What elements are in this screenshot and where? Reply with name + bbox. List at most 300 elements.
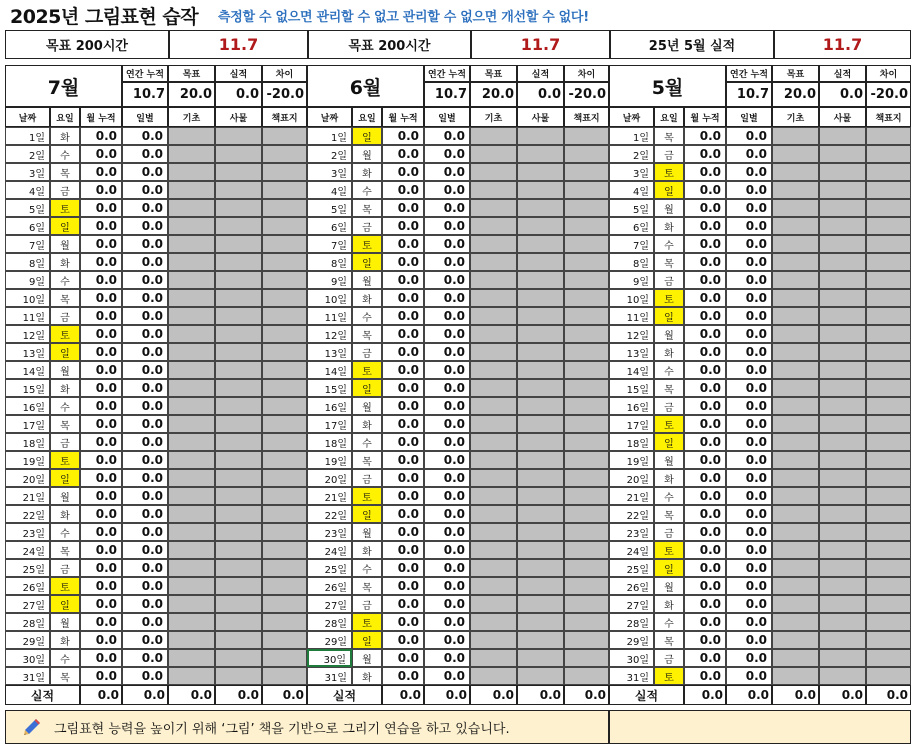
daily-cell[interactable]: 0.0 [122,415,168,433]
monthly-cum-cell[interactable]: 0.0 [684,145,726,163]
monthly-cum-cell[interactable]: 0.0 [80,127,122,145]
date-cell[interactable]: 28일 [5,613,50,631]
summary-value-2[interactable]: 11.7 [471,30,610,59]
monthly-cum-cell[interactable]: 0.0 [684,451,726,469]
total-value[interactable]: 0.0 [772,685,819,705]
weekday-cell[interactable]: 수 [352,433,382,451]
total-value[interactable]: 0.0 [215,685,262,705]
weekday-cell[interactable]: 토 [654,541,684,559]
object-cell[interactable] [215,577,262,595]
daily-cell[interactable]: 0.0 [122,451,168,469]
monthly-cum-cell[interactable]: 0.0 [80,379,122,397]
daily-cell[interactable]: 0.0 [726,397,772,415]
book-cell[interactable] [262,595,307,613]
book-cell[interactable] [866,271,911,289]
monthly-cum-cell[interactable]: 0.0 [382,271,424,289]
daily-cell[interactable]: 0.0 [726,433,772,451]
book-cell[interactable] [262,415,307,433]
book-cell[interactable] [866,577,911,595]
weekday-cell[interactable]: 수 [654,613,684,631]
monthly-cum-cell[interactable]: 0.0 [80,253,122,271]
daily-cell[interactable]: 0.0 [122,307,168,325]
monthly-cum-cell[interactable]: 0.0 [684,397,726,415]
weekday-cell[interactable]: 금 [50,181,80,199]
weekday-cell[interactable]: 일 [352,505,382,523]
weekday-cell[interactable]: 금 [654,649,684,667]
monthly-cum-cell[interactable]: 0.0 [382,253,424,271]
date-cell[interactable]: 28일 [609,613,654,631]
book-cell[interactable] [866,199,911,217]
book-cell[interactable] [262,127,307,145]
date-cell[interactable]: 30일 [5,649,50,667]
book-cell[interactable] [564,613,609,631]
basic-cell[interactable] [772,451,819,469]
date-cell[interactable]: 15일 [609,379,654,397]
daily-cell[interactable]: 0.0 [122,181,168,199]
book-cell[interactable] [866,343,911,361]
summary-value-1[interactable]: 11.7 [169,30,308,59]
basic-cell[interactable] [168,541,215,559]
weekday-cell[interactable]: 금 [654,523,684,541]
header-actual[interactable]: 실적 [215,65,262,82]
date-cell[interactable]: 20일 [5,469,50,487]
weekday-cell[interactable]: 월 [654,577,684,595]
date-cell[interactable]: 6일 [609,217,654,235]
basic-cell[interactable] [470,433,517,451]
weekday-cell[interactable]: 일 [654,433,684,451]
summary-label-2[interactable]: 목표 200시간 [308,30,471,59]
date-cell[interactable]: 4일 [609,181,654,199]
book-cell[interactable] [564,199,609,217]
book-cell[interactable] [866,649,911,667]
basic-cell[interactable] [470,577,517,595]
monthly-cum-cell[interactable]: 0.0 [80,577,122,595]
monthly-cum-cell[interactable]: 0.0 [382,397,424,415]
object-cell[interactable] [517,577,564,595]
weekday-cell[interactable]: 금 [50,559,80,577]
weekday-cell[interactable]: 일 [352,379,382,397]
daily-cell[interactable]: 0.0 [122,127,168,145]
date-cell[interactable]: 22일 [5,505,50,523]
total-value[interactable]: 0.0 [517,685,564,705]
weekday-cell[interactable]: 목 [50,415,80,433]
date-cell[interactable]: 11일 [307,307,352,325]
basic-cell[interactable] [470,541,517,559]
book-cell[interactable] [564,523,609,541]
daily-cell[interactable]: 0.0 [424,379,470,397]
object-cell[interactable] [517,379,564,397]
book-cell[interactable] [564,667,609,685]
daily-cell[interactable]: 0.0 [122,649,168,667]
basic-cell[interactable] [168,235,215,253]
date-cell[interactable]: 7일 [307,235,352,253]
book-cell[interactable] [262,289,307,307]
weekday-cell[interactable]: 월 [654,451,684,469]
date-cell[interactable]: 8일 [5,253,50,271]
basic-cell[interactable] [772,595,819,613]
date-cell[interactable]: 17일 [307,415,352,433]
weekday-cell[interactable]: 월 [50,235,80,253]
basic-cell[interactable] [772,325,819,343]
total-value[interactable]: 0.0 [80,685,122,705]
basic-cell[interactable] [168,343,215,361]
daily-cell[interactable]: 0.0 [122,271,168,289]
monthly-cum-cell[interactable]: 0.0 [382,289,424,307]
date-cell[interactable]: 17일 [609,415,654,433]
weekday-cell[interactable]: 수 [654,487,684,505]
monthly-cum-cell[interactable]: 0.0 [80,415,122,433]
monthly-cum-cell[interactable]: 0.0 [684,235,726,253]
daily-cell[interactable]: 0.0 [726,343,772,361]
object-cell[interactable] [215,631,262,649]
daily-cell[interactable]: 0.0 [424,559,470,577]
book-cell[interactable] [866,145,911,163]
basic-cell[interactable] [168,523,215,541]
daily-cell[interactable]: 0.0 [122,361,168,379]
date-cell[interactable]: 4일 [5,181,50,199]
monthly-cum-cell[interactable]: 0.0 [684,433,726,451]
daily-cell[interactable]: 0.0 [726,199,772,217]
date-cell[interactable]: 16일 [5,397,50,415]
weekday-cell[interactable]: 수 [50,145,80,163]
date-cell[interactable]: 9일 [307,271,352,289]
monthly-cum-cell[interactable]: 0.0 [382,541,424,559]
daily-cell[interactable]: 0.0 [726,127,772,145]
basic-cell[interactable] [168,253,215,271]
date-cell[interactable]: 31일 [307,667,352,685]
monthly-cum-cell[interactable]: 0.0 [382,145,424,163]
monthly-cum-cell[interactable]: 0.0 [382,559,424,577]
book-cell[interactable] [262,361,307,379]
object-cell[interactable] [517,469,564,487]
basic-cell[interactable] [168,559,215,577]
basic-cell[interactable] [772,181,819,199]
basic-cell[interactable] [470,631,517,649]
basic-cell[interactable] [168,271,215,289]
daily-cell[interactable]: 0.0 [726,307,772,325]
total-value[interactable]: 0.0 [564,685,609,705]
daily-cell[interactable]: 0.0 [122,541,168,559]
monthly-cum-cell[interactable]: 0.0 [684,289,726,307]
date-cell[interactable]: 10일 [307,289,352,307]
book-cell[interactable] [866,541,911,559]
object-cell[interactable] [215,415,262,433]
basic-cell[interactable] [168,577,215,595]
monthly-cum-cell[interactable]: 0.0 [80,451,122,469]
book-cell[interactable] [262,469,307,487]
weekday-cell[interactable]: 목 [50,541,80,559]
col-header-book[interactable]: 책표지 [564,107,609,127]
book-cell[interactable] [262,397,307,415]
date-cell[interactable]: 16일 [307,397,352,415]
monthly-cum-cell[interactable]: 0.0 [684,163,726,181]
total-value[interactable]: 0.0 [866,685,911,705]
basic-cell[interactable] [772,469,819,487]
object-cell[interactable] [215,127,262,145]
book-cell[interactable] [262,577,307,595]
date-cell[interactable]: 3일 [609,163,654,181]
weekday-cell[interactable]: 토 [352,613,382,631]
weekday-cell[interactable]: 월 [352,649,382,667]
daily-cell[interactable]: 0.0 [424,523,470,541]
value-target[interactable]: 20.0 [168,82,215,107]
book-cell[interactable] [564,559,609,577]
object-cell[interactable] [819,451,866,469]
daily-cell[interactable]: 0.0 [424,217,470,235]
daily-cell[interactable]: 0.0 [726,217,772,235]
weekday-cell[interactable]: 금 [352,469,382,487]
monthly-cum-cell[interactable]: 0.0 [684,667,726,685]
monthly-cum-cell[interactable]: 0.0 [382,433,424,451]
object-cell[interactable] [215,145,262,163]
book-cell[interactable] [564,235,609,253]
object-cell[interactable] [215,271,262,289]
basic-cell[interactable] [470,325,517,343]
book-cell[interactable] [564,505,609,523]
header-target[interactable]: 목표 [470,65,517,82]
daily-cell[interactable]: 0.0 [424,541,470,559]
header-annual[interactable]: 연간 누적 [726,65,772,82]
value-annual[interactable]: 10.7 [122,82,168,107]
date-cell[interactable]: 29일 [5,631,50,649]
header-annual[interactable]: 연간 누적 [424,65,470,82]
col-header-daily[interactable]: 일별 [726,107,772,127]
monthly-cum-cell[interactable]: 0.0 [684,271,726,289]
weekday-cell[interactable]: 월 [50,487,80,505]
basic-cell[interactable] [168,397,215,415]
weekday-cell[interactable]: 일 [352,631,382,649]
date-cell[interactable]: 9일 [5,271,50,289]
monthly-cum-cell[interactable]: 0.0 [684,649,726,667]
daily-cell[interactable]: 0.0 [424,595,470,613]
month-name[interactable]: 7월 [5,65,122,107]
value-target[interactable]: 20.0 [470,82,517,107]
basic-cell[interactable] [168,667,215,685]
object-cell[interactable] [517,253,564,271]
monthly-cum-cell[interactable]: 0.0 [382,217,424,235]
daily-cell[interactable]: 0.0 [122,289,168,307]
daily-cell[interactable]: 0.0 [424,271,470,289]
object-cell[interactable] [215,181,262,199]
monthly-cum-cell[interactable]: 0.0 [382,451,424,469]
object-cell[interactable] [819,559,866,577]
col-header-book[interactable]: 책표지 [262,107,307,127]
monthly-cum-cell[interactable]: 0.0 [80,217,122,235]
total-value[interactable]: 0.0 [122,685,168,705]
book-cell[interactable] [262,559,307,577]
value-annual[interactable]: 10.7 [424,82,470,107]
col-header-dow[interactable]: 요일 [50,107,80,127]
weekday-cell[interactable]: 토 [50,325,80,343]
date-cell[interactable]: 11일 [5,307,50,325]
weekday-cell[interactable]: 월 [50,361,80,379]
monthly-cum-cell[interactable]: 0.0 [80,271,122,289]
basic-cell[interactable] [772,145,819,163]
date-cell[interactable]: 24일 [307,541,352,559]
monthly-cum-cell[interactable]: 0.0 [684,199,726,217]
date-cell[interactable]: 19일 [5,451,50,469]
basic-cell[interactable] [772,649,819,667]
daily-cell[interactable]: 0.0 [424,667,470,685]
book-cell[interactable] [564,469,609,487]
weekday-cell[interactable]: 수 [352,559,382,577]
daily-cell[interactable]: 0.0 [424,469,470,487]
date-cell[interactable]: 1일 [609,127,654,145]
basic-cell[interactable] [772,577,819,595]
weekday-cell[interactable]: 일 [654,181,684,199]
monthly-cum-cell[interactable]: 0.0 [382,379,424,397]
daily-cell[interactable]: 0.0 [726,181,772,199]
book-cell[interactable] [564,649,609,667]
weekday-cell[interactable]: 토 [50,451,80,469]
date-cell[interactable]: 1일 [307,127,352,145]
book-cell[interactable] [564,127,609,145]
object-cell[interactable] [517,397,564,415]
object-cell[interactable] [215,505,262,523]
basic-cell[interactable] [772,307,819,325]
object-cell[interactable] [819,613,866,631]
basic-cell[interactable] [772,379,819,397]
date-cell[interactable]: 30일 [609,649,654,667]
weekday-cell[interactable]: 수 [50,523,80,541]
book-cell[interactable] [866,397,911,415]
object-cell[interactable] [517,541,564,559]
book-cell[interactable] [564,343,609,361]
date-cell[interactable]: 19일 [307,451,352,469]
weekday-cell[interactable]: 수 [50,649,80,667]
object-cell[interactable] [517,235,564,253]
header-diff[interactable]: 차이 [866,65,911,82]
object-cell[interactable] [215,487,262,505]
date-cell[interactable]: 27일 [307,595,352,613]
daily-cell[interactable]: 0.0 [122,559,168,577]
book-cell[interactable] [262,433,307,451]
weekday-cell[interactable]: 화 [352,163,382,181]
total-value[interactable]: 0.0 [684,685,726,705]
object-cell[interactable] [819,307,866,325]
daily-cell[interactable]: 0.0 [122,217,168,235]
monthly-cum-cell[interactable]: 0.0 [684,487,726,505]
date-cell[interactable]: 8일 [307,253,352,271]
object-cell[interactable] [819,343,866,361]
basic-cell[interactable] [168,181,215,199]
basic-cell[interactable] [772,397,819,415]
basic-cell[interactable] [470,667,517,685]
weekday-cell[interactable]: 화 [352,541,382,559]
weekday-cell[interactable]: 화 [654,595,684,613]
date-cell[interactable]: 3일 [307,163,352,181]
daily-cell[interactable]: 0.0 [424,361,470,379]
basic-cell[interactable] [168,451,215,469]
object-cell[interactable] [215,343,262,361]
date-cell[interactable]: 12일 [609,325,654,343]
monthly-cum-cell[interactable]: 0.0 [382,577,424,595]
weekday-cell[interactable]: 월 [654,325,684,343]
summary-label-1[interactable]: 목표 200시간 [5,30,169,59]
basic-cell[interactable] [168,415,215,433]
total-label[interactable]: 실적 [609,685,684,705]
object-cell[interactable] [517,289,564,307]
monthly-cum-cell[interactable]: 0.0 [684,595,726,613]
value-target[interactable]: 20.0 [772,82,819,107]
daily-cell[interactable]: 0.0 [726,505,772,523]
book-cell[interactable] [564,253,609,271]
monthly-cum-cell[interactable]: 0.0 [684,577,726,595]
weekday-cell[interactable]: 토 [654,667,684,685]
date-cell[interactable]: 2일 [5,145,50,163]
weekday-cell[interactable]: 화 [50,379,80,397]
basic-cell[interactable] [470,397,517,415]
daily-cell[interactable]: 0.0 [424,289,470,307]
object-cell[interactable] [215,559,262,577]
daily-cell[interactable]: 0.0 [122,433,168,451]
monthly-cum-cell[interactable]: 0.0 [80,145,122,163]
weekday-cell[interactable]: 수 [352,181,382,199]
daily-cell[interactable]: 0.0 [122,523,168,541]
basic-cell[interactable] [772,433,819,451]
daily-cell[interactable]: 0.0 [122,145,168,163]
object-cell[interactable] [215,253,262,271]
monthly-cum-cell[interactable]: 0.0 [684,127,726,145]
date-cell[interactable]: 12일 [5,325,50,343]
date-cell[interactable]: 17일 [5,415,50,433]
object-cell[interactable] [517,343,564,361]
monthly-cum-cell[interactable]: 0.0 [382,649,424,667]
basic-cell[interactable] [470,487,517,505]
weekday-cell[interactable]: 월 [352,397,382,415]
col-header-date[interactable]: 날짜 [5,107,50,127]
date-cell[interactable]: 7일 [609,235,654,253]
book-cell[interactable] [866,595,911,613]
date-cell[interactable]: 5일 [307,199,352,217]
book-cell[interactable] [866,235,911,253]
book-cell[interactable] [564,577,609,595]
monthly-cum-cell[interactable]: 0.0 [382,163,424,181]
weekday-cell[interactable]: 월 [654,199,684,217]
object-cell[interactable] [819,397,866,415]
daily-cell[interactable]: 0.0 [726,631,772,649]
book-cell[interactable] [262,307,307,325]
daily-cell[interactable]: 0.0 [726,487,772,505]
weekday-cell[interactable]: 토 [654,415,684,433]
month-name[interactable]: 6월 [307,65,424,107]
date-cell[interactable]: 22일 [307,505,352,523]
object-cell[interactable] [517,487,564,505]
weekday-cell[interactable]: 일 [50,469,80,487]
weekday-cell[interactable]: 토 [654,289,684,307]
monthly-cum-cell[interactable]: 0.0 [382,199,424,217]
object-cell[interactable] [517,361,564,379]
book-cell[interactable] [262,649,307,667]
object-cell[interactable] [517,433,564,451]
basic-cell[interactable] [168,145,215,163]
object-cell[interactable] [517,613,564,631]
monthly-cum-cell[interactable]: 0.0 [80,487,122,505]
daily-cell[interactable]: 0.0 [122,343,168,361]
book-cell[interactable] [866,307,911,325]
daily-cell[interactable]: 0.0 [726,613,772,631]
weekday-cell[interactable]: 금 [352,217,382,235]
date-cell[interactable]: 24일 [5,541,50,559]
book-cell[interactable] [564,307,609,325]
date-cell[interactable]: 28일 [307,613,352,631]
col-header-monthly-cum[interactable]: 월 누적 [382,107,424,127]
daily-cell[interactable]: 0.0 [424,505,470,523]
daily-cell[interactable]: 0.0 [122,667,168,685]
total-label[interactable]: 실적 [307,685,382,705]
weekday-cell[interactable]: 토 [654,163,684,181]
book-cell[interactable] [866,127,911,145]
